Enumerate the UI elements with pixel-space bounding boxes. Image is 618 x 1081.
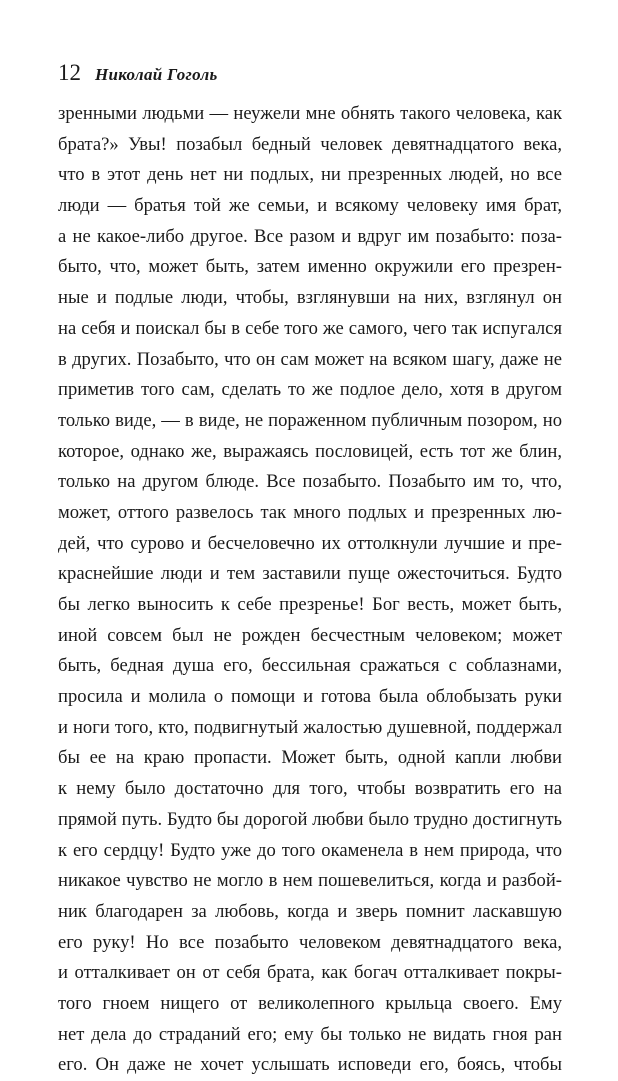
- body-text: [58, 99, 562, 1081]
- text-line: только на другом блюде. Все позабыто. Позабыто им то, что,: [58, 471, 562, 493]
- text-line: нет дела до страданий его; ему бы только не видать гноя ран: [58, 1023, 562, 1045]
- text-line: может, оттого развелось так много подлых и презренных лю-: [58, 501, 562, 523]
- text-line: к его сердцу! Будто уже до того окаменела в нем природа, что: [58, 839, 562, 861]
- text-line: ник благодарен за любовь, когда и зверь помнит ласкавшую: [58, 900, 562, 922]
- text-line: к нему было достаточно для того, чтобы возвратить его на: [58, 778, 562, 800]
- text-line: просила и молила о помощи и готова была облобызать руки: [58, 686, 562, 708]
- text-line: быть, бедная душа его, бессильная сражаться с соблазнами,: [58, 655, 562, 677]
- text-line: иной совсем был не рожден бесчестным человеком; может: [58, 624, 562, 646]
- text-line: краснейшие люди и тем заставили пуще ожесточиться. Будто: [58, 563, 562, 585]
- text-line: что в этот день нет ни подлых, ни презренных людей, но все: [58, 164, 562, 186]
- text-line: и отталкивает он от себя брата, как богач отталкивает покры-: [58, 962, 562, 984]
- text-line: в других. Позабыто, что он сам может на всяком шагу, даже не: [58, 348, 562, 370]
- text-line: которое, однако же, выражаясь пословицей, есть тот же блин,: [58, 440, 562, 462]
- text-line: бы ее на краю пропасти. Может быть, одной капли любви: [58, 747, 562, 769]
- text-line: его руку! Но все позабыто человеком девятнадцатого века,: [58, 931, 562, 953]
- page-header: [58, 60, 218, 94]
- text-line: дей, что сурово и бесчеловечно их оттолкнули лучшие и пре-: [58, 532, 562, 554]
- text-line: а не какое-либо другое. Все разом и вдруг им позабыто: поза-: [58, 225, 562, 247]
- text-line: ные и подлые люди, чтобы, взглянувши на них, взглянул он: [58, 287, 562, 309]
- page-number: 12: [58, 60, 81, 85]
- text-line: того гноем нищего от великолепного крыльца своего. Ему: [58, 992, 562, 1014]
- text-line: брата?» Увы! позабыл бедный человек девятнадцатого века,: [58, 133, 562, 155]
- text-line: и ноги того, кто, подвигнутый жалостью душевной, поддержал: [58, 716, 562, 738]
- text-line: прямой путь. Будто бы дорогой любви было трудно достигнуть: [58, 808, 562, 830]
- text-line: никакое чувство не могло в нем пошевелиться, когда и разбой-: [58, 870, 562, 892]
- text-line: бы легко выносить к себе презренье! Бог весть, может быть,: [58, 594, 562, 615]
- text-line: только виде, — в виде, не пораженном публичным позором, но: [58, 409, 562, 431]
- text-line: быто, что, может быть, затем именно окружили его презрен-: [58, 256, 562, 278]
- text-line: его. Он даже не хочет услышать исповеди его, боясь, чтобы: [58, 1054, 562, 1076]
- text-line: на себя и поискал бы в себе того же самого, чего так испугался: [58, 317, 562, 339]
- text-line: приметив того сам, сделать то же подлое дело, хотя в другом: [58, 379, 562, 401]
- running-head-author: Николай Гоголь: [95, 65, 218, 84]
- text-line: люди — братья той же семьи, и всякому человеку имя брат,: [58, 195, 562, 217]
- text-line: зренными людьми — неужели мне обнять такого человека, как: [58, 103, 562, 124]
